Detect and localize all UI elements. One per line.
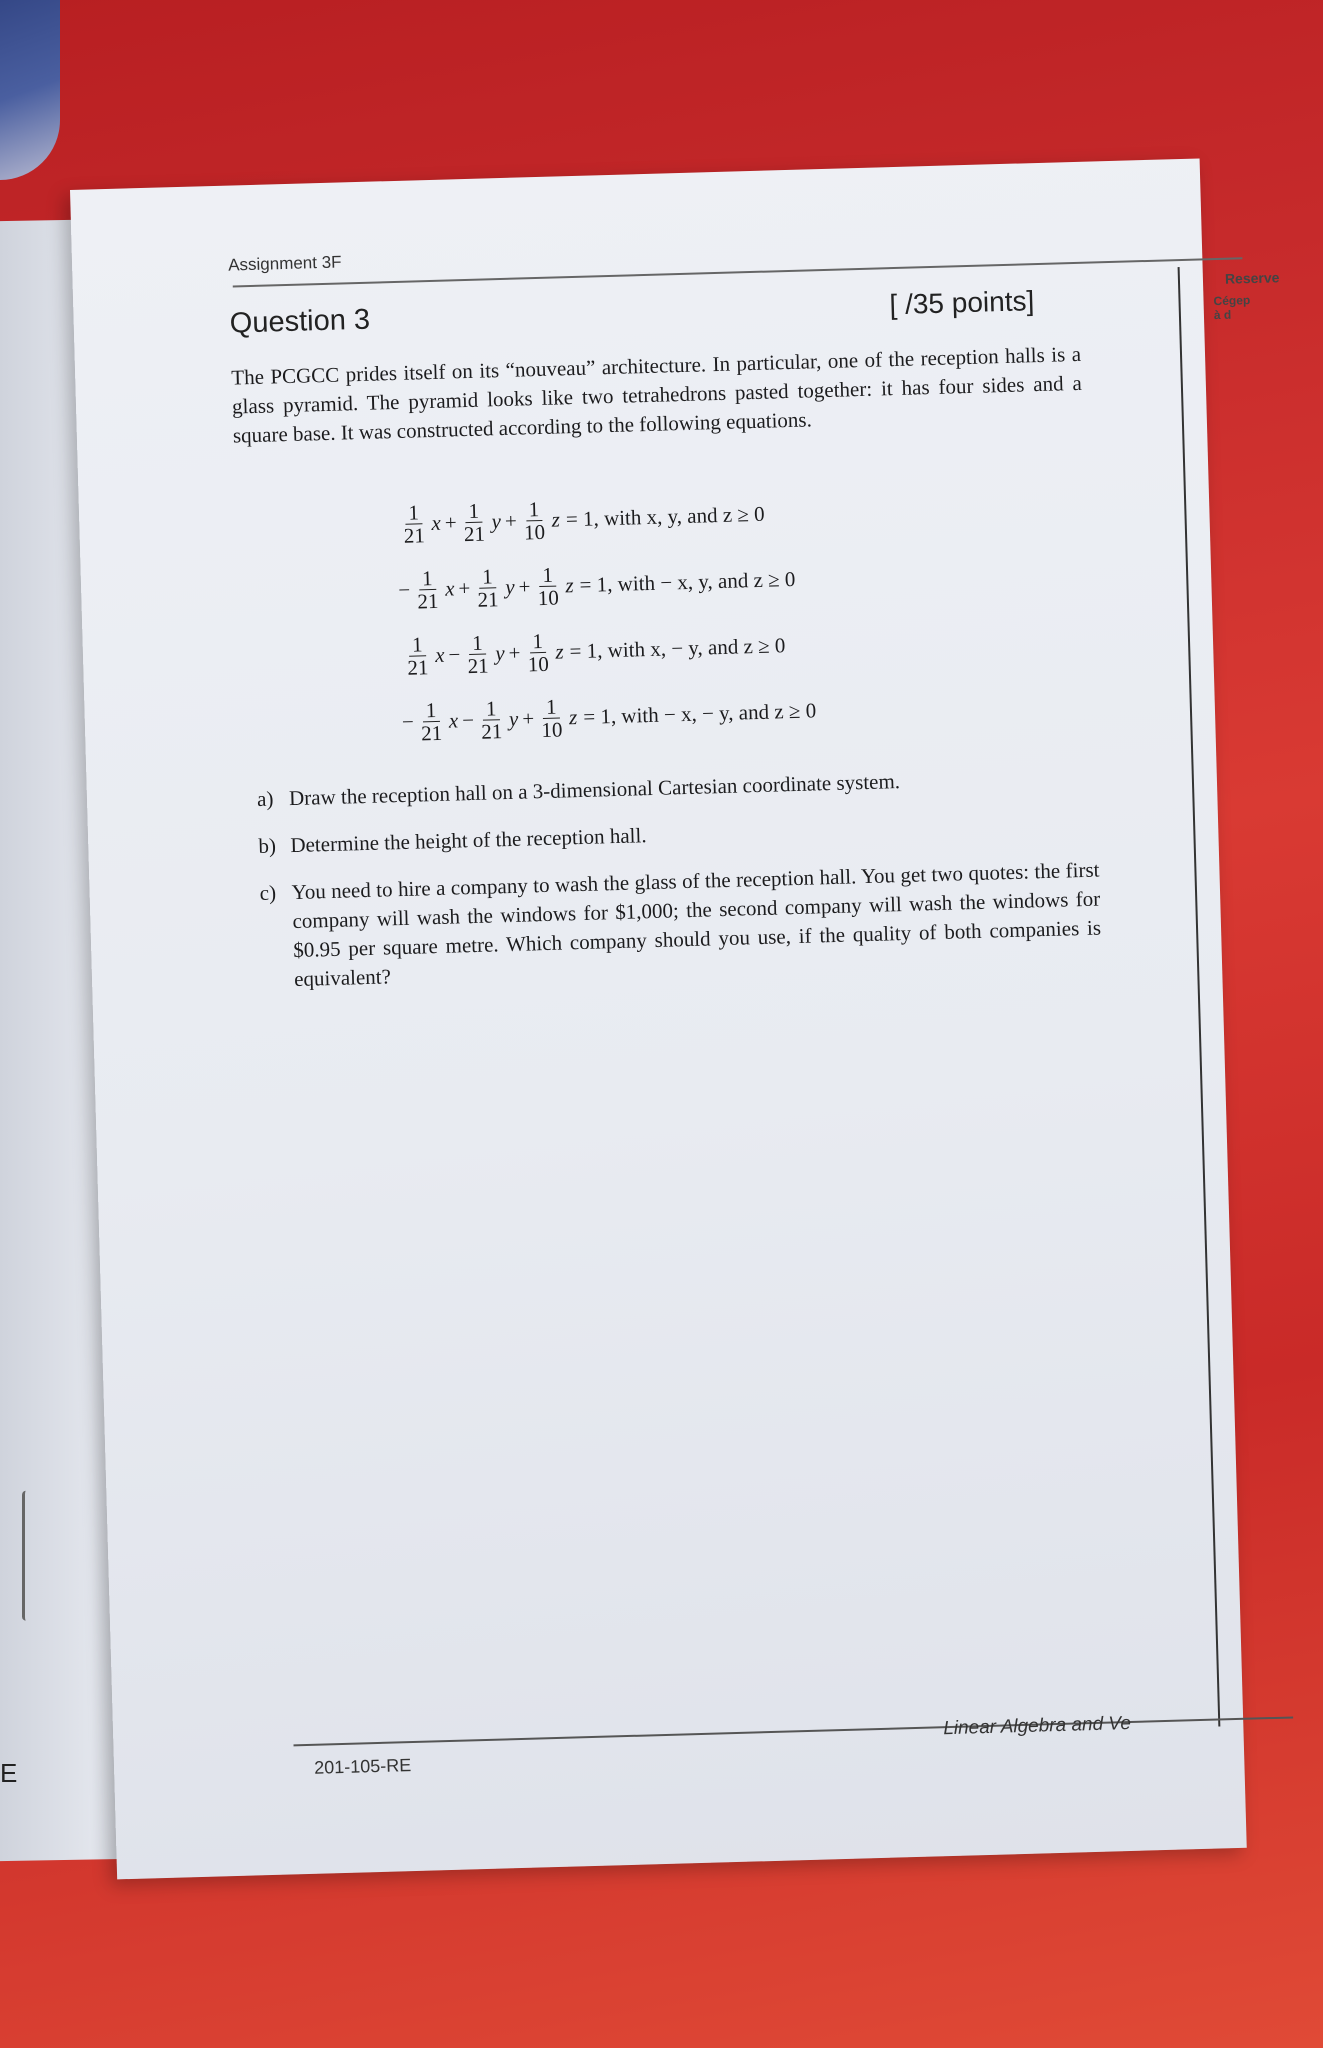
equation-list [394,474,1001,755]
worksheet-page [70,158,1280,1879]
equation-row: $\frac{1}{21}$ x + $\frac{1}{21}$ y + $\frac{1}{10}$ z = 1, with x, y, and z ≥ 0 [394,474,996,557]
fraction: $\frac{1}{21}$ [403,499,426,548]
page-content [160,160,1280,1877]
equation-condition: = 1, with − x, − y, and z ≥ 0 [582,697,817,729]
question-part-c [259,856,1102,995]
equation-row: − $\frac{1}{21}$ x − $\frac{1}{21}$ y + $\frac{1}{10}$ z = 1, with − x, − y, and z ≥ 0 [401,694,817,745]
assignment-label: Assignment 3F [227,252,342,275]
fraction: $\frac{1}{21}$ [463,498,486,546]
fraction: $\frac{1}{21}$ [477,563,499,612]
fraction: $\frac{1}{10}$ [527,628,550,676]
left-page-edge-text: E [0,1758,18,1788]
fraction: $\frac{1}{10}$ [537,562,560,610]
part-label: a) [256,786,274,812]
margin-border [1178,267,1221,1726]
question-part-b [258,809,1098,861]
fraction: $\frac{1}{21}$ [480,695,503,744]
equation-row: $\frac{1}{21}$ x − $\frac{1}{21}$ y + $\frac{1}{10}$ z = 1, with x, − y, and z ≥ 0 [397,606,999,689]
margin-label-cegep: Cégep à d [1213,293,1251,323]
equation-condition: = 1, with − x, y, and z ≥ 0 [579,566,796,597]
points-box: [ /35 points] [889,285,1035,321]
footer-rule [293,1716,1293,1746]
margin-label-reserve: Reserve [1224,269,1280,287]
course-name: Linear Algebra and Ve [943,1712,1132,1740]
equation-condition: = 1, with x, y, and z ≥ 0 [565,501,765,531]
question-parts [257,762,1103,1013]
part-text: Draw the reception hall on a 3-dimensional Cartesian coordinate system. [288,769,901,811]
fraction: $\frac{1}{21}$ [407,631,429,680]
part-label: b) [258,833,277,858]
equation-condition: = 1, with x, − y, and z ≥ 0 [569,632,786,663]
part-text: Determine the height of the reception hall. [290,823,647,858]
question-part-a [257,762,1097,814]
fraction: $\frac{1}{21}$ [417,565,439,613]
question-intro: The PCGCC prides itself on its “nouveau” architecture. In particular, one of the reception halls is a glass pyramid. The pyramid looks like two tetrahedrons pasted together: it has four sides and a square base. It was constructed according to the following equations. [230,341,1083,448]
fraction: $\frac{1}{21}$ [467,630,489,678]
question-title: Question 3 [229,303,371,340]
fraction: $\frac{1}{21}$ [420,697,443,745]
part-text: You need to hire a company to wash the glass of the reception hall. You get two quotes: the first company will wash the windows for $1,000; the second company will wash the windows for $0.95 per square metre. Which company should you use, if the quality of both companies is equivalent? [291,857,1102,992]
course-code: 201-105-RE [313,1755,412,1778]
equation-row: − $\frac{1}{21}$ x + $\frac{1}{21}$ y + $\frac{1}{10}$ z = 1, with − x, y, and z ≥ 0 [397,562,796,613]
fraction: $\frac{1}{10}$ [523,496,546,544]
binding-mark [22,1491,31,1621]
background-fabric [0,0,60,180]
header-rule [233,257,1243,287]
part-label: c) [259,880,277,905]
fraction: $\frac{1}{10}$ [541,694,563,742]
